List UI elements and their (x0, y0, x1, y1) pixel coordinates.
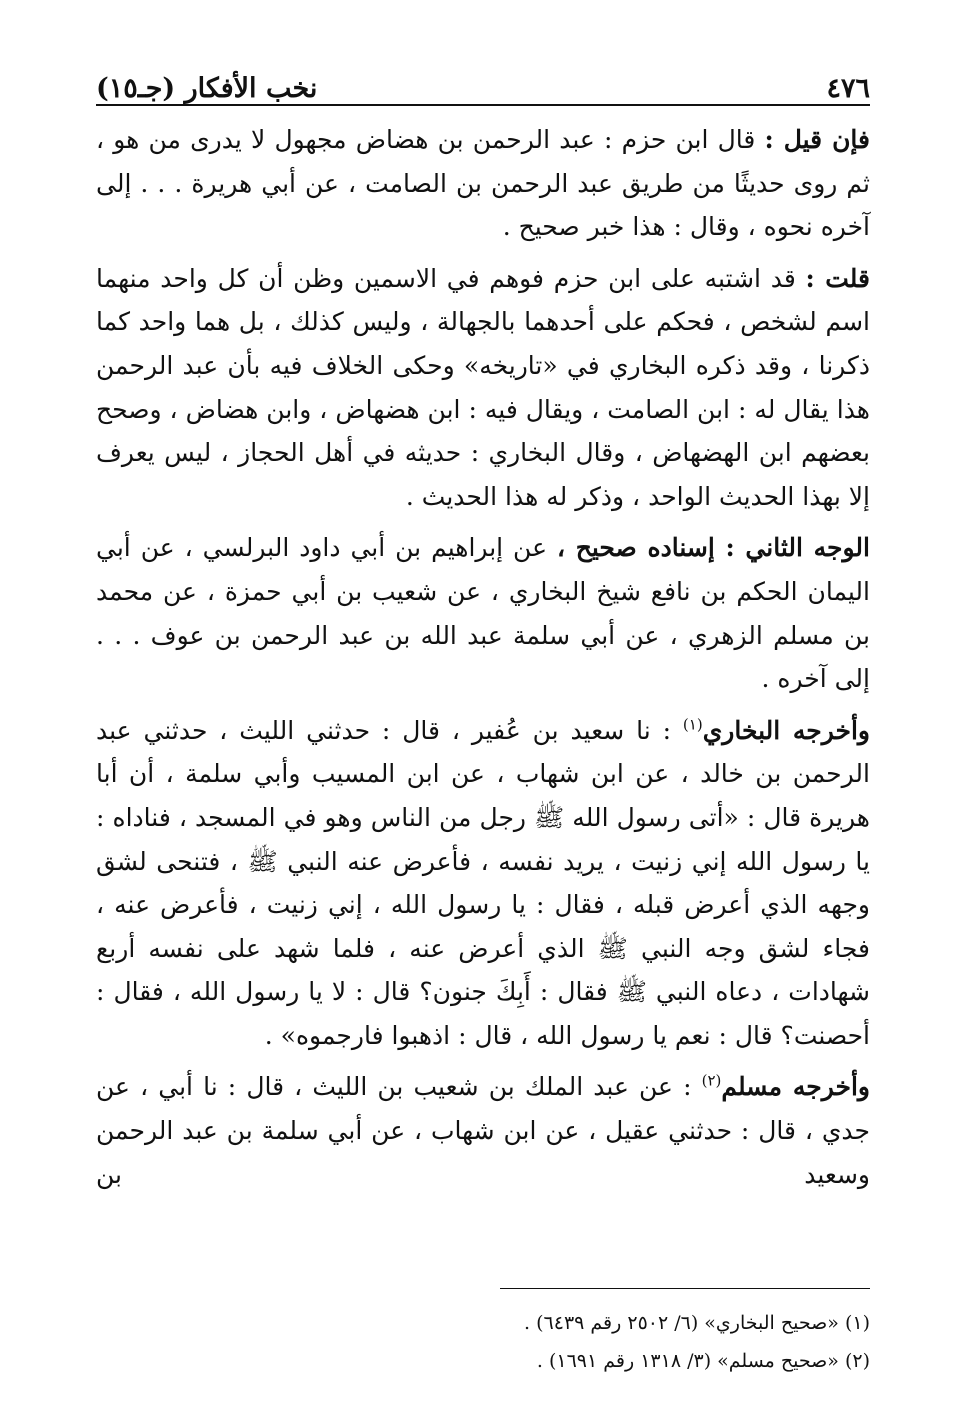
book-page (96, 60, 870, 1372)
paragraph-lead: فإن قيل : (764, 125, 870, 154)
paragraph-lead: وأخرجه البخاري (702, 715, 870, 745)
page-header (96, 60, 870, 106)
paragraph-text: : نا سعيد بن عُفير ، قال : حدثني الليث ، حدثني عبد الرحمن بن خالد ، عن ابن شهاب ، عن ابن المسيب وأبي سلمة ، أن أبا هريرة قال : «أتى رسول الله ﷺ رجل من الناس وهو في المسجد ، فناداه : يا رسول الله إني زنيت ، يريد نفسه ، فأعرض عنه النبي ﷺ ، فتنحى لشق وجهه الذي أعرض قبله ، فقال : يا رسول الله ، إني زنيت ، فأعرض عنه ، فجاء لشق وجه النبي ﷺ الذي أعرض عنه ، فلما شهد على نفسه أربع شهادات ، دعاه النبي ﷺ فقال : أَبِكَ جنون؟ قال : لا يا رسول الله ، فقال : أحصنت؟ قال : نعم يا رسول الله ، قال : اذهبوا فارجموه» . (96, 715, 870, 1050)
main-text (96, 118, 870, 1196)
paragraph-second-aspect (96, 526, 870, 700)
paragraph-reply (96, 257, 870, 519)
paragraph-text: قال ابن حزم : عبد الرحمن بن هضاض مجهول لا يدرى من هو ، ثم روى حديثًا من طريق عبد الرحمن بن الصامت ، عن أبي هريرة . . . إلى آخره نحوه ، وقال : هذا خبر صحيح . (96, 125, 870, 242)
paragraph-muslim (96, 1065, 870, 1196)
footnote-ref-1: (١) (682, 715, 703, 734)
book-title: نخب الأفكار (جـ١٥) (96, 73, 318, 104)
paragraph-lead: وأخرجه مسلم (721, 1072, 870, 1102)
paragraph-text: قد اشتبه على ابن حزم فوهم في الاسمين وظن أن كل واحد منهما اسم لشخص ، فحكم على أحدهما بالجهالة ، وليس كذلك ، بل هما واحد كما ذكرنا ، وقد ذكره البخاري في «تاريخه» وحكى الخلاف فيه بأن عبد الرحمن هذا يقال له : ابن الصامت ، ويقال فيه : ابن هضهاض ، وابن هضاض ، وصحح بعضهم ابن الهضهاض ، وقال البخاري : حديثه في أهل الحجاز ، ليس يعرف إلا بهذا الحديث الواحد ، وذكر له هذا الحديث . (96, 263, 870, 511)
paragraph-text: : عن عبد الملك بن شعيب بن الليث ، قال : نا أبي ، عن جدي ، قال : حدثني عقيل ، عن ابن شهاب ، عن أبي سلمة بن عبد الرحمن وسعيد بن (96, 1072, 870, 1189)
paragraph-text: عن إبراهيم بن أبي داود البرلسي ، عن أبي اليمان الحكم بن نافع شيخ البخاري ، عن شعيب بن أبي حمزة ، عن محمد بن مسلم الزهري ، عن أبي سلمة عبد الله بن عبد الرحمن بن عوف . . . إلى آخره . (96, 533, 870, 694)
footnote-2: (٢) «صحيح مسلم» (٣/ ١٣١٨ رقم ١٦٩١) . (536, 1350, 870, 1372)
paragraph-bukhari (96, 709, 870, 1058)
footnotes (96, 1304, 870, 1380)
page-number: ٤٧٦ (826, 73, 870, 104)
footnote-ref-2: (٢) (701, 1072, 722, 1091)
paragraph-lead: الوجه الثاني : إسناده صحيح ، (556, 533, 870, 563)
paragraph-lead: قلت : (805, 263, 870, 293)
footnote-1: (١) «صحيح البخاري» (٦/ ٢٥٠٢ رقم ٦٤٣٩) . (524, 1312, 870, 1334)
footnote-separator (500, 1288, 870, 1289)
paragraph-objection (96, 118, 870, 249)
